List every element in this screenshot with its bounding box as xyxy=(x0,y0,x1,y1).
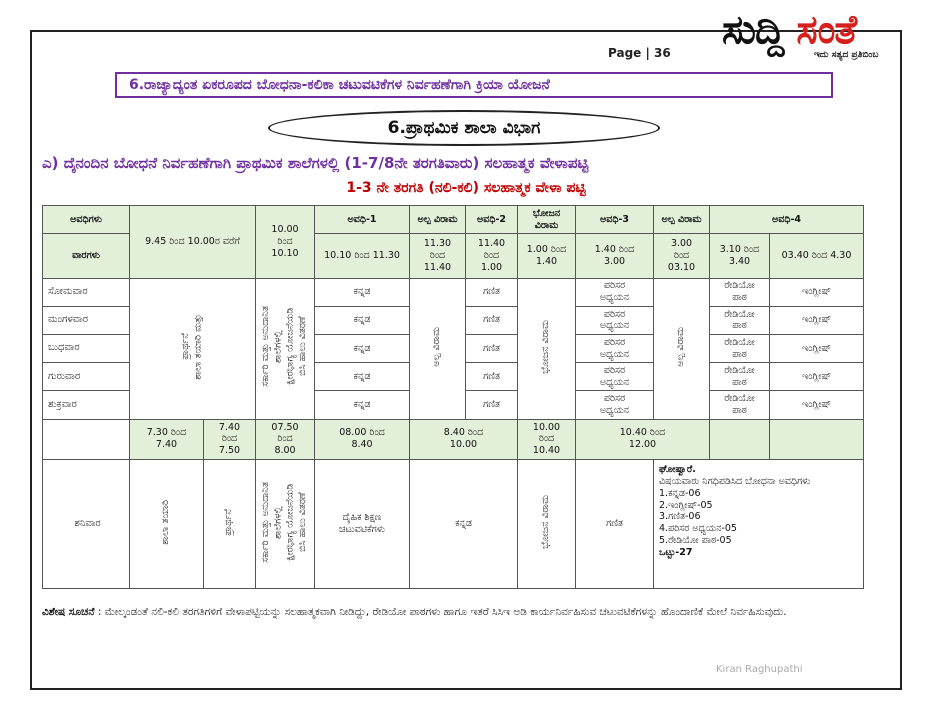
english-cell: ಇಂಗ್ಲೀಷ್ xyxy=(770,278,864,306)
page-number: Page | 36 xyxy=(608,46,671,60)
milk-text: ಸರ್ಕಾರಿ ಮತ್ತು ಅನುದಾನಿತ ಶಾಲೆಗಳಲ್ಲಿ ಕ್ಷೀರಭಾಗ್ಯ ಯೋಜನೆಯಡಿ ಬಿಸಿ ಹಾಲು ವಿತರಣೆ xyxy=(260,306,309,388)
note-title: ಘೋಷ್ವಾರೆ. xyxy=(659,463,696,475)
prayer-text: ಪ್ರಾರ್ಥನೆ ಶಾಲಾ ತಯಾರಿ ಮತ್ತು xyxy=(180,313,204,380)
lunch-break-text: ಭೋಜನ ವಿರಾಮ xyxy=(540,319,552,374)
header-periods: ಅವಧಿಗಳು xyxy=(43,206,130,234)
time-period-4b: 03.40 ರಿಂದ 4.30 xyxy=(770,234,864,278)
milk-cell xyxy=(256,278,315,419)
sat-prep-cell xyxy=(130,459,204,588)
day-cell: ಶುಕ್ರವಾರ xyxy=(43,391,130,419)
footer-label: ವಿಶೇಷ ಸೂಚನೆ xyxy=(42,606,95,618)
sat-time-d: 08.00 ರಿಂದ 8.40 xyxy=(315,419,410,459)
prayer-cell xyxy=(130,278,256,419)
radio-cell: ರೇಡಿಯೋ ಪಾಠ xyxy=(710,391,770,419)
subtitle-b: 1-3 ನೇ ತರಗತಿ (ನಲಿ-ಕಲಿ) ಸಲಹಾತ್ಮಕ ವೇಳಾ ಪಟ್ಟಿ xyxy=(346,180,586,196)
sat-milk-text: ಸರ್ಕಾರಿ ಮತ್ತು ಅನುದಾನಿತ ಶಾಲೆಗಳಲ್ಲಿ ಕ್ಷೀರಭಾಗ್ಯ ಯೋಜನೆಯಡಿ ಬಿಸಿ ಹಾಲು ವಿತರಣೆ xyxy=(260,481,309,563)
sat-milk-cell xyxy=(256,459,315,588)
parisara-cell: ಪರಿಸರ ಅಧ್ಯಯನ xyxy=(576,278,654,306)
header-lunch: ಭೋಜನ ವಿರಾಮ xyxy=(518,206,576,234)
ganita-cell: ಗಣಿತ xyxy=(466,391,518,419)
header-period-2: ಅವಧಿ-2 xyxy=(466,206,518,234)
header-short-break-2: ಅಲ್ಪ ವಿರಾಮ xyxy=(654,206,710,234)
ganita-cell: ಗಣಿತ xyxy=(466,363,518,391)
note-total: ಒಟ್ಟು-27 xyxy=(659,547,693,559)
time-short-break-2: 3.00 ರಿಂದ 03.10 xyxy=(654,234,710,278)
credit-watermark: Kiran Raghupathi xyxy=(716,664,803,675)
sat-prayer-text: ಪ್ರಾರ್ಥನೆ xyxy=(223,508,235,536)
time-short-break-1: 11.30 ರಿಂದ 11.40 xyxy=(410,234,466,278)
news-logo xyxy=(722,8,922,64)
day-cell: ಬುಧವಾರ xyxy=(43,335,130,363)
note-item: 3.ಗಣಿತ-06 xyxy=(659,511,701,523)
header-short-break-1: ಅಲ್ಪ ವಿರಾಮ xyxy=(410,206,466,234)
time-period-1: 10.10 ರಿಂದ 11.30 xyxy=(315,234,410,278)
kannada-cell: ಕನ್ನಡ xyxy=(315,278,410,306)
footer-text: : ಮೇಲ್ಕಂಡಂತೆ ನಲಿ-ಕಲಿ ತರಗತಿಗಳಿಗೆ ವೇಳಾಪಟ್ಟಿಯನ್ನು ಸಲಹಾತ್ಮಕವಾಗಿ ನೀಡಿದ್ದು, ರೇಡಿಯೋ ಪಾಠಗಳು ಹಾಗೂ ಇತರೆ ಸಿಸಿಇ ಅಡಿ ಕಾರ್ಯನಿರ್ವಹಿಸುವ ಚಟುವಟಿಕೆಗಳನ್ನು ಹೊಂದಾಣಿಕೆ ಮೇಲೆ ನಿರ್ವಹಿಸುವುದು. xyxy=(94,606,787,618)
sat-prayer-cell xyxy=(204,459,256,588)
ganita-cell: ಗಣಿತ xyxy=(466,306,518,334)
radio-cell: ರೇಡಿಯೋ ಪಾಠ xyxy=(710,306,770,334)
section-title: 6.ಪ್ರಾಥಮಿಕ ಶಾಲಾ ವಿಭಾಗ xyxy=(268,110,660,146)
radio-cell: ರೇಡಿಯೋ ಪಾಠ xyxy=(710,335,770,363)
note-item: 1.ಕನ್ನಡ-06 xyxy=(659,487,701,499)
sat-pe-cell: ದೈಹಿಕ ಶಿಕ್ಷಣ ಚಟುವಟಿಕೆಗಳು xyxy=(315,459,410,588)
note-text: ವಿಷಯವಾರು ನಿಗಧಿಪಡಿಸಿದ ಬೋಧನಾ ಅವಧಿಗಳು xyxy=(659,475,811,487)
header-weekdays: ವಾರಗಳು xyxy=(43,234,130,278)
header-period-3: ಅವಧಿ-3 xyxy=(576,206,654,234)
note-item: 5.ರೇಡಿಯೋ ಪಾಠ-05 xyxy=(659,535,732,547)
logo-tagline: ಇದು ಸತ್ಯದ ಪ್ರತಿಬಿಂಬ xyxy=(814,50,879,60)
sat-prep-text: ಶಾಲಾ ತಯಾರಿ xyxy=(160,499,172,545)
kannada-cell: ಕನ್ನಡ xyxy=(315,391,410,419)
time-lunch: 1.00 ರಿಂದ 1.40 xyxy=(518,234,576,278)
parisara-cell: ಪರಿಸರ ಅಧ್ಯಯನ xyxy=(576,363,654,391)
logo-part-1: ಸುದ್ದಿ xyxy=(722,7,797,53)
english-cell: ಇಂಗ್ಲೀಷ್ xyxy=(770,335,864,363)
header-period-4: ಅವಧಿ-4 xyxy=(710,206,864,234)
sat-lunch-cell xyxy=(518,459,576,588)
special-instruction xyxy=(42,604,872,620)
sat-time-e: 8.40 ರಿಂದ 10.00 xyxy=(410,419,518,459)
kannada-cell: ಕನ್ನಡ xyxy=(315,363,410,391)
lunch-break-cell xyxy=(518,278,576,419)
sat-time-blank-2 xyxy=(710,419,770,459)
sat-time-blank-3 xyxy=(770,419,864,459)
short-break-text-2: ಅಲ್ಪ ವಿರಾಮ xyxy=(675,326,687,367)
day-cell: ಸೋಮವಾರ xyxy=(43,278,130,306)
sat-time-a: 7.30 ರಿಂದ 7.40 xyxy=(130,419,204,459)
radio-cell: ರೇಡಿಯೋ ಪಾಠ xyxy=(710,278,770,306)
ganita-cell: ಗಣಿತ xyxy=(466,278,518,306)
time-period-4a: 3.10 ರಿಂದ 3.40 xyxy=(710,234,770,278)
kannada-cell: ಕನ್ನಡ xyxy=(315,306,410,334)
time-period-2: 11.40 ರಿಂದ 1.00 xyxy=(466,234,518,278)
sat-time-c: 07.50 ರಿಂದ 8.00 xyxy=(256,419,315,459)
time-1000: 10.00 ರಿಂದ 10.10 xyxy=(256,206,315,279)
sat-time-g: 10.40 ರಿಂದ 12.00 xyxy=(576,419,710,459)
radio-cell: ರೇಡಿಯೋ ಪಾಠ xyxy=(710,363,770,391)
english-cell: ಇಂಗ್ಲೀಷ್ xyxy=(770,391,864,419)
kannada-cell: ಕನ್ನಡ xyxy=(315,335,410,363)
sat-time-b: 7.40 ರಿಂದ 7.50 xyxy=(204,419,256,459)
parisara-cell: ಪರಿಸರ ಅಧ್ಯಯನ xyxy=(576,335,654,363)
summary-note xyxy=(654,459,864,588)
subtitle-a: ಎ) ದೈನಂದಿನ ಬೋಧನೆ ನಿರ್ವಹಣೆಗಾಗಿ ಪ್ರಾಥಮಿಕ ಶಾಲೆಗಳಲ್ಲಿ (1-7/8ನೇ ತರಗತಿವಾರು) ಸಲಹಾತ್ಮಕ ವೇಳಾಪಟ್ಟಿ xyxy=(42,154,589,172)
header-period-1: ಅವಧಿ-1 xyxy=(315,206,410,234)
logo-part-2: ಸಂತೆ xyxy=(796,7,857,53)
sat-lunch-text: ಭೋಜನ ವಿರಾಮ xyxy=(540,495,552,549)
ganita-cell: ಗಣಿತ xyxy=(466,335,518,363)
time-945: 9.45 ರಿಂದ 10.00ರ ವರೆಗೆ xyxy=(130,206,256,279)
english-cell: ಇಂಗ್ಲೀಷ್ xyxy=(770,363,864,391)
sat-time-f: 10.00 ರಿಂದ 10.40 xyxy=(518,419,576,459)
day-cell: ಮಂಗಳವಾರ xyxy=(43,306,130,334)
parisara-cell: ಪರಿಸರ ಅಧ್ಯಯನ xyxy=(576,391,654,419)
sat-ganita-cell: ಗಣಿತ xyxy=(576,459,654,588)
day-saturday: ಶನಿವಾರ xyxy=(43,459,130,588)
sat-time-blank xyxy=(43,419,130,459)
note-item: 2.ಇಂಗ್ಲೀಷ್-05 xyxy=(659,499,713,511)
timetable xyxy=(42,205,864,589)
short-break-text-1: ಅಲ್ಪ ವಿರಾಮ xyxy=(431,326,443,367)
short-break-cell-1 xyxy=(410,278,466,419)
time-period-3: 1.40 ರಿಂದ 3.00 xyxy=(576,234,654,278)
note-item: 4.ಪರಿಸರ ಅಧ್ಯಯನ-05 xyxy=(659,523,737,535)
short-break-cell-2 xyxy=(654,278,710,419)
sat-kannada-cell: ಕನ್ನಡ xyxy=(410,459,518,588)
english-cell: ಇಂಗ್ಲೀಷ್ xyxy=(770,306,864,334)
day-cell: ಗುರುವಾರ xyxy=(43,363,130,391)
parisara-cell: ಪರಿಸರ ಅಧ್ಯಯನ xyxy=(576,306,654,334)
main-heading: 6.ರಾಜ್ಯಾದ್ಯಂತ ಏಕರೂಪದ ಬೋಧನಾ-ಕಲಿಕಾ ಚಟುವಟಿಕೆಗಳ ನಿರ್ವಹಣೆಗಾಗಿ ಕ್ರಿಯಾ ಯೋಜನೆ xyxy=(115,72,833,98)
